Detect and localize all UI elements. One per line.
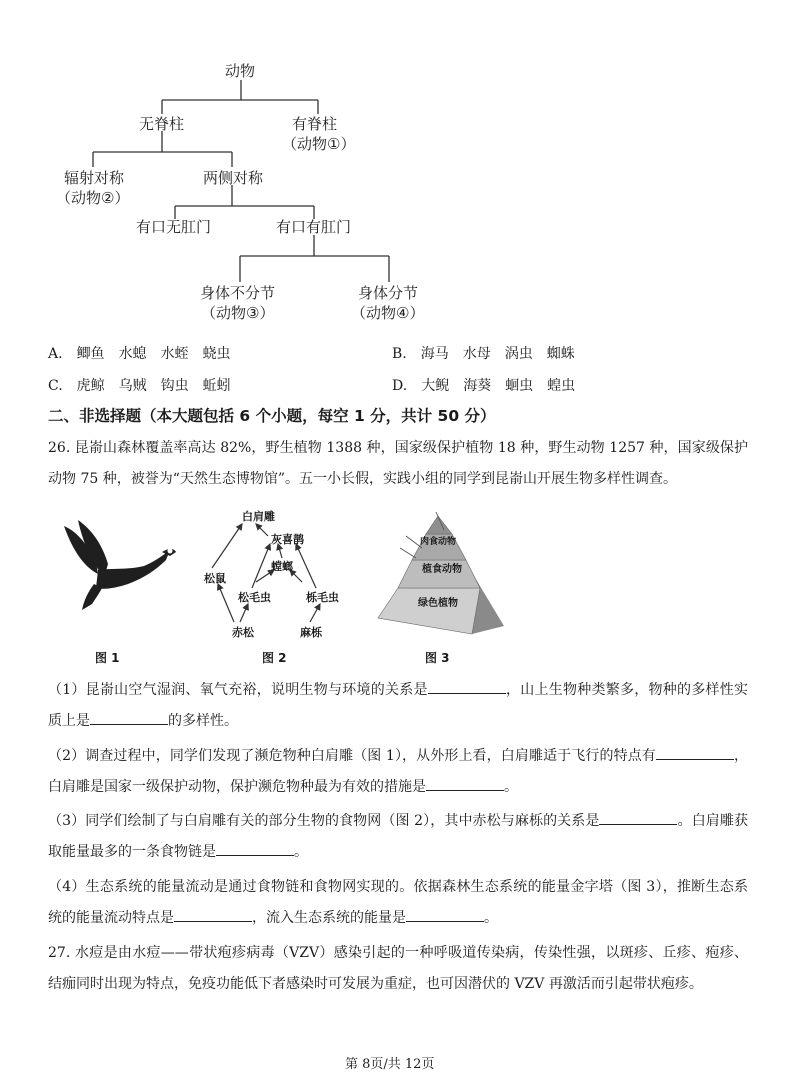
option-d-item: 蛔虫: [505, 378, 534, 394]
option-b-item: 海马: [420, 346, 449, 362]
option-b[interactable]: [392, 343, 589, 363]
q26-part4-text-a: （4）生态系统的能量流动是通过食物链和食物网实现的。依据森林生态系统的能量金字塔（图 3），推断生态系统的能量流动特点是: [48, 879, 748, 926]
answer-blank[interactable]: [216, 841, 294, 856]
tree-segmented-animal: （动物④）: [351, 304, 425, 322]
option-c-label: C.: [48, 378, 63, 394]
pyramid-middle-label: 植食动物: [422, 564, 462, 575]
answer-blank[interactable]: [90, 710, 168, 725]
q26-part4-text-b: ，流入生态系统的能量是: [252, 910, 406, 926]
option-a[interactable]: [48, 343, 245, 363]
q26-part4-text-c: 。: [484, 910, 498, 926]
q26-intro: 26. 昆嵛山森林覆盖率高达 82%，野生植物 1388 种，国家级保护植物 18 种，野生动物 1257 种，国家级保护动物 75 种，被誉为“天然生态博物馆”。五一小长假，实践小组的同学到昆嵛山开展生物多样性调查。: [48, 440, 748, 487]
answer-blank[interactable]: [426, 776, 504, 791]
q26-part3-text-b: 。白肩雕获取能量最多的一条食物链是: [48, 813, 748, 860]
option-a-item: 鲫鱼: [76, 346, 105, 362]
fw-squirrel: 松鼠: [204, 572, 226, 585]
fw-oak: 麻栎: [300, 626, 322, 639]
eagle-figure: [58, 518, 178, 618]
q26-part3-text-c: 。: [294, 844, 308, 860]
option-d-label: D.: [392, 378, 408, 394]
option-d[interactable]: [392, 375, 589, 395]
tree-invertebrate: 无脊柱: [139, 115, 185, 133]
tree-root: 动物: [225, 62, 256, 80]
option-a-label: A.: [48, 346, 63, 362]
tree-mouth-no-anus: 有口无肛门: [136, 218, 212, 236]
tree-radial-animal: （动物②）: [56, 189, 130, 207]
q26-part3: [48, 806, 748, 868]
q26-part3-text-a: （3）同学们绘制了与白肩雕有关的部分生物的食物网（图 2），其中赤松与麻栎的关系是: [48, 813, 600, 829]
fw-caterpillar2: 栎毛虫: [306, 591, 339, 604]
option-c-item: 蚯蚓: [202, 378, 231, 394]
q26-part1: [48, 675, 748, 737]
option-a-item: 水螅: [118, 346, 147, 362]
option-a-item: 水蛭: [160, 346, 189, 362]
option-b-item: 蜘蛛: [546, 346, 575, 362]
tree-vertebrate: 有脊柱: [292, 115, 338, 133]
option-d-item: 海葵: [463, 378, 492, 394]
option-c[interactable]: [48, 375, 245, 395]
fig1-caption: 图 1: [95, 651, 120, 665]
option-c-item: 钩虫: [160, 378, 189, 394]
q26-part1-text-a: （1）昆嵛山空气湿润、氧气充裕，说明生物与环境的关系是: [48, 682, 428, 698]
answer-blank[interactable]: [174, 907, 252, 922]
q26-part2-text-b: ，白肩雕是国家一级保护动物，保护濒危物种最为有效的措施是: [48, 748, 749, 795]
answer-blank[interactable]: [406, 907, 484, 922]
fig3-caption: 图 3: [425, 651, 450, 665]
option-d-item: 大鲵: [421, 378, 450, 394]
option-b-label: B.: [392, 346, 407, 362]
option-a-item: 蛲虫: [202, 346, 231, 362]
pyramid-top-label: 肉食动物: [420, 537, 457, 547]
fw-magpie: 灰喜鹊: [271, 533, 304, 546]
tree-vertebrate-animal: （动物①）: [282, 135, 356, 153]
tree-radial: 辐射对称: [64, 169, 125, 187]
tree-mouth-anus: 有口有肛门: [276, 218, 352, 236]
tree-unsegmented: 身体不分节: [200, 284, 276, 302]
q27-text: 27. 水痘是由水痘——带状疱疹病毒（VZV）感染引起的一种呼吸道传染病，传染性强，以斑疹、丘疹、疱疹、结痂同时出现为特点，免疫功能低下者感染时可发展为重症，也可因潜伏的 VZV 再激活而引起带状疱疹。: [48, 945, 748, 992]
fw-eagle: 白肩雕: [242, 510, 275, 523]
tree-unsegmented-animal: （动物③）: [201, 304, 275, 322]
eagle-tail: [82, 584, 102, 610]
q26-part1-text-c: 的多样性。: [168, 713, 238, 729]
page-number: 第 8页/共 12页: [345, 1057, 435, 1072]
eagle-body: [96, 550, 170, 589]
q26-part2-text-c: 。: [504, 779, 518, 795]
tree-bilateral: 两侧对称: [203, 169, 264, 187]
option-c-item: 乌贼: [118, 378, 147, 394]
answer-blank[interactable]: [599, 810, 677, 825]
q26-part2: [48, 741, 748, 803]
option-d-item: 蝗虫: [547, 378, 576, 394]
answer-blank[interactable]: [428, 679, 506, 694]
fw-pine: 赤松: [232, 626, 254, 639]
pyramid-bottom-label: 绿色植物: [418, 598, 458, 609]
tree-segmented: 身体分节: [358, 284, 419, 302]
fw-caterpillar1: 松毛虫: [238, 591, 271, 604]
answer-blank[interactable]: [656, 745, 734, 760]
q26-part2-text-a: （2）调查过程中，同学们发现了濒危物种白肩雕（图 1），从外形上看，白肩雕适于飞行的特点有: [48, 748, 656, 764]
section-title: 二、非选择题（本大题包括 6 个小题，每空 1 分，共计 50 分）: [48, 407, 496, 425]
fig2-caption: 图 2: [262, 651, 287, 665]
option-b-item: 涡虫: [504, 346, 533, 362]
option-b-item: 水母: [462, 346, 491, 362]
fw-mantis: 螳螂: [271, 560, 293, 573]
q26-part1-text-b: ，山上生物种类繁多，物种的多样性实质上是: [48, 682, 749, 729]
q26-part4: [48, 872, 748, 934]
option-c-item: 虎鲸: [76, 378, 105, 394]
